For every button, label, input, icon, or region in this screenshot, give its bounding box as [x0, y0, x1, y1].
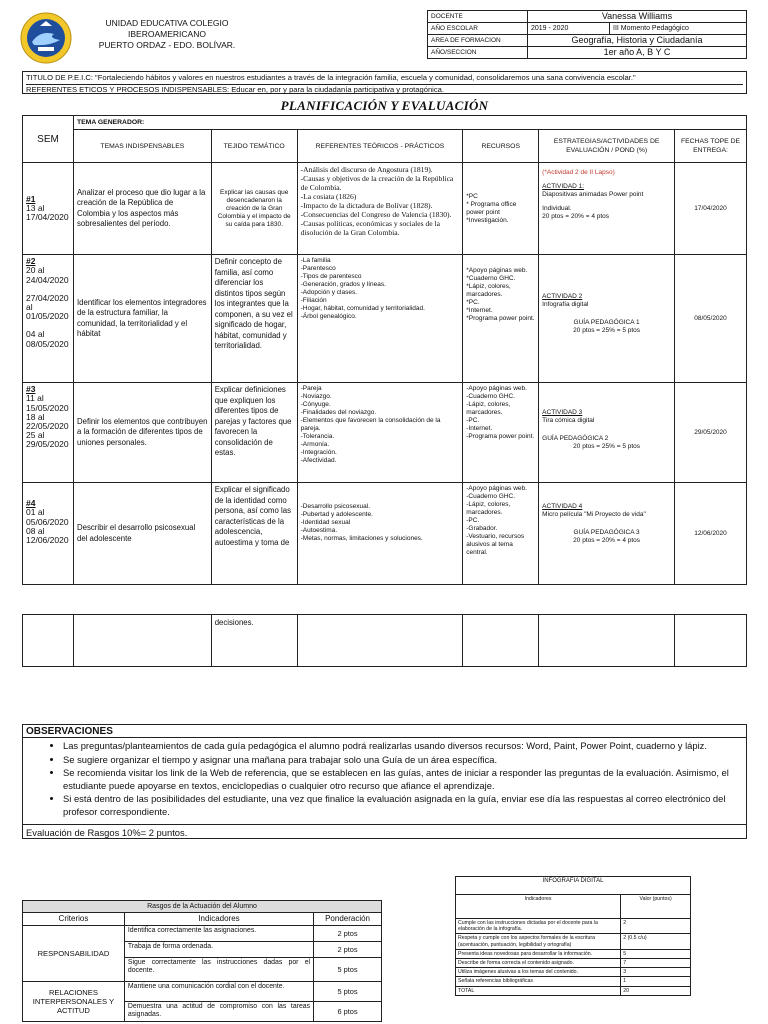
guia-pond: 20 ptos = 20% = 4 ptos — [573, 537, 641, 545]
col-referentes: REFERENTES TEÓRICOS - PRÁCTICOS — [297, 130, 463, 163]
guia-label: GUÍA PEDAGÓGICA 2 — [542, 435, 609, 443]
recurso-item: -Lápiz, colores, marcadores. — [466, 501, 511, 517]
col-tejido: TEJIDO TEMÁTICO — [211, 130, 297, 163]
rasgos-col-criterios: Criterios — [23, 913, 125, 926]
table-row — [456, 949, 691, 958]
actividad-label: ACTIVIDAD 4 — [542, 503, 583, 511]
table-row — [456, 977, 691, 986]
referentes-text: Educar en, por y para la ciudadanía participativa y protagónica. — [229, 85, 444, 94]
actividad-desc: Micro película "Mi Proyecto de vida" — [542, 511, 646, 519]
referente-item: -Causas y objetivos de la creación de la República de Colombia. — [300, 174, 454, 193]
rasgos-caption: Rasgos de la Actuación del Alumno — [23, 901, 382, 913]
info-value-area: Geografía, Historia y Ciudadanía — [528, 35, 747, 47]
infografia-title: INFOGRAFIA DIGITAL — [456, 877, 691, 895]
referente-item: -Identidad sexual — [300, 519, 351, 527]
indicador-cell: Demuestra una actitud de compromiso con las tareas asignadas. — [124, 1002, 313, 1022]
table-row — [23, 383, 747, 483]
rasgos-table — [22, 900, 382, 1022]
table-row — [456, 934, 691, 949]
tema-cell: Describir el desarrollo psicosexual del adolescente — [73, 483, 211, 585]
sem-date: 11 al — [26, 393, 44, 404]
recurso-item: -PC. — [466, 517, 480, 525]
table-row — [456, 968, 691, 977]
info-value-docente: Vanessa Williams — [528, 11, 747, 23]
referente-item: -La familia — [300, 257, 331, 265]
infografia-valor: 3 — [621, 968, 691, 977]
recurso-item: -Cuaderno GHC. — [466, 393, 516, 401]
referente-item: -Causas políticas, económicas y sociales de la disolución de la Gran Colombia. — [300, 219, 441, 238]
referentes-label: REFERENTES ETICOS Y PROCESOS INDISPENSABLES: — [26, 85, 230, 94]
sem-date: 25 al — [26, 430, 45, 441]
sem-date: 08 al — [26, 525, 45, 536]
infografia-valor: 7 — [621, 959, 691, 968]
school-line-1: UNIDAD EDUCATIVA COLEGIO — [105, 18, 229, 28]
sem-date: 29/05/2020 — [26, 439, 69, 450]
actividad-desc: Infografía digital — [542, 301, 589, 309]
recurso-item: -Programa power point. — [466, 433, 535, 441]
referente-item: -Pubertad y adolescente. — [300, 511, 373, 519]
recurso-item: -Vestuario, recursos alusivos al tema central. — [466, 533, 525, 557]
recurso-item: -Cuaderno GHC. — [466, 493, 516, 501]
indicador-cell: Mantiene una comunicación cordial con el docente. — [124, 982, 313, 1002]
sem-date: al — [26, 302, 33, 313]
recurso-item: *Lápiz, colores, marcadores. — [466, 283, 511, 299]
guia-pond: 20 ptos = 25% = 5 ptos — [573, 443, 641, 451]
recurso-item: -Apoyo páginas web. — [466, 485, 527, 493]
infografia-indicador: Señala referencias bibliográficas — [456, 977, 621, 986]
tejido-continuation: decisiones. — [211, 615, 297, 667]
referente-item: -Hogar, hábitat, comunidad y territorialidad. — [300, 305, 425, 313]
school-line-2: IBEROAMERICANO — [128, 29, 206, 39]
col-fechas: FECHAS TOPE DE ENTREGA: — [675, 130, 747, 163]
estrategias-cell — [539, 383, 675, 483]
info-label-docente: DOCENTE — [428, 11, 528, 23]
observaciones-box — [22, 724, 747, 839]
recursos-cell — [463, 483, 539, 585]
sem-date: 01 al — [26, 507, 45, 518]
tejido-cell: Explicar las causas que desencadenaron la creación de la Gran Colombia y el impacto de su caída para 1830. — [211, 163, 297, 255]
actividad-label: ACTIVIDAD 1: — [542, 183, 585, 191]
actividad-label: ACTIVIDAD 2 — [542, 293, 583, 301]
infografia-indicador: Cumple con las instrucciones dictadas por el docente para la elaboración de la infografía. — [456, 919, 621, 934]
infografia-valor: 20 — [621, 986, 691, 995]
sem-cell — [23, 383, 74, 483]
table-row — [23, 926, 382, 942]
sem-cell — [23, 255, 74, 383]
estrategias-cell — [539, 255, 675, 383]
sem-date: 24/04/2020 — [26, 274, 69, 285]
criterio-cell: RELACIONES INTERPERSONALES Y ACTITUD — [23, 982, 125, 1022]
recurso-item: -PC. — [466, 417, 480, 425]
fecha-cell: 17/04/2020 — [675, 163, 747, 255]
indicador-cell: Identifica correctamente las asignaciones. — [124, 926, 313, 942]
infografia-col-indicadores: Indicadores — [456, 895, 621, 919]
referente-item: -La cosiata (1826) — [300, 192, 357, 202]
referentes-cell — [297, 255, 463, 383]
actividad-extra: Individual. — [542, 205, 572, 213]
sem-date: 12/06/2020 — [26, 535, 69, 546]
table-row — [456, 919, 691, 934]
ponderacion-cell: 2 ptos — [314, 942, 382, 958]
recurso-item: -Lápiz, colores, marcadores. — [466, 401, 511, 417]
referente-item: -Tolerancia. — [300, 433, 335, 441]
list-item: • Si está dentro de las posibilidades del estudiante, una vez que finalice la evaluación asignada en la guía, enviar ese día las respuestas al correo electrónico del profesor correspondiente. — [63, 793, 740, 818]
school-line-3: PUERTO ORDAZ - EDO. BOLÍVAR. — [98, 40, 236, 50]
table-row — [23, 163, 747, 255]
planning-table — [22, 115, 747, 585]
infografia-valor: 2 (0.5 c/u) — [621, 934, 691, 949]
teacher-info-table — [427, 10, 747, 59]
infografia-indicador: TOTAL — [456, 986, 621, 995]
referente-item: -Integración. — [300, 449, 337, 457]
ponderacion-cell: 5 ptos — [314, 958, 382, 982]
info-label-seccion: AÑO/SECCION — [428, 47, 528, 59]
tejido-cell: Explicar definiciones que expliquen los diferentes tipos de parejas y factores que favorecen la consolidación de estas. — [211, 383, 297, 483]
referente-item: -Elementos que favorecen la consolidación de la pareja. — [300, 417, 441, 433]
recurso-item: *Apoyo páginas web. — [466, 267, 528, 275]
infografia-table — [455, 876, 691, 996]
info-label-area: AREA DE FORMACION — [428, 35, 528, 47]
sem-date: 04 al — [26, 329, 45, 340]
sem-date: 05/06/2020 — [26, 516, 69, 527]
observaciones-list — [23, 738, 746, 824]
infografia-valor: 1 — [621, 977, 691, 986]
recurso-item: -Apoyo páginas web. — [466, 385, 527, 393]
table-row — [23, 483, 747, 585]
referente-item: -Adopción y clases. — [300, 289, 358, 297]
indicador-cell: Trabaja de forma ordenada. — [124, 942, 313, 958]
referente-item: -Análisis del discurso de Angostura (1819). — [300, 165, 433, 175]
infografia-col-valor: Valor (puntos) — [621, 895, 691, 919]
tema-cell: Analizar el proceso que dio lugar a la creación de la República de Colombia y los aspectos más sobresalientes del período. — [73, 163, 211, 255]
recurso-item: *PC. — [466, 299, 480, 307]
referente-item: -Tipos de parentesco — [300, 273, 362, 281]
list-item: • Se sugiere organizar el tiempo y asignar una mañana para trabajar solo una Guía de un área específica. — [63, 754, 740, 767]
infografia-valor: 2 — [621, 919, 691, 934]
guia-pond: 20 ptos = 25% = 5 ptos — [573, 327, 641, 335]
ponderacion-cell: 2 ptos — [314, 926, 382, 942]
referente-item: -Afectividad. — [300, 457, 337, 465]
sem-header: SEM — [23, 116, 74, 163]
tejido-cell: Definir concepto de familia, así como diferenciar los distintos tipos según los integrantes que la componen, a su vez el significado de hogar, hábitat, comunidad y territorialidad. — [211, 255, 297, 383]
sem-date: 17/04/2020 — [26, 212, 69, 223]
infografia-indicador: Presenta ideas novedosas para desarrollar la información. — [456, 949, 621, 958]
guia-label: GUÍA PEDAGÓGICA 3 — [573, 529, 640, 537]
infografia-indicador: Utiliza imágenes alusivas a los temas del contenido. — [456, 968, 621, 977]
referente-item: -Parentesco — [300, 265, 336, 273]
referente-item: -Consecuencias del Congreso de Valencia (1830). — [300, 210, 452, 220]
recurso-item: -Grabador. — [466, 525, 498, 533]
evaluacion-rasgos: Evaluación de Rasgos 10%= 2 puntos. — [23, 824, 746, 838]
criterio-cell: RESPONSABILIDAD — [23, 926, 125, 982]
sem-number: #3 — [26, 384, 36, 395]
list-item: • Se recomienda visitar los link de la Web de referencia, que se establecen en las guías, antes de iniciar a responder las preguntas de la evaluación. Asimismo, el estudiante puede apoyarse en textos, enciclopedias o cualquier otro recurso que afiance el aprendizaje. — [63, 767, 740, 792]
sem-cell — [23, 483, 74, 585]
table-row — [456, 986, 691, 995]
rasgos-col-ponderacion: Ponderación — [314, 913, 382, 926]
referente-item: -Cónyuge. — [300, 401, 331, 409]
sem-date: 20 al — [26, 265, 45, 276]
school-name — [72, 18, 262, 51]
referentes-cell — [297, 483, 463, 585]
referente-item: -Impacto de la dictadura de Bolívar (1828). — [300, 201, 433, 211]
guia-label: GUÍA PEDAGÓGICA 1 — [573, 319, 640, 327]
ponderacion-cell: 6 ptos — [314, 1002, 382, 1022]
continuation-table — [22, 614, 747, 667]
recurso-item: *Cuaderno GHC. — [466, 275, 516, 283]
sem-date: 13 al — [26, 203, 45, 214]
infografia-valor: 5 — [621, 949, 691, 958]
actividad-desc: Tira cómica digital — [542, 417, 595, 425]
infografia-indicador: Describe de forma correcta el contenido asignado. — [456, 959, 621, 968]
ponderacion-cell: 5 ptos — [314, 982, 382, 1002]
sem-date: 18 al — [26, 411, 45, 422]
recurso-item: *Internet. — [466, 307, 493, 315]
referentes-line — [26, 84, 743, 95]
referente-item: -Noviazgo. — [300, 393, 332, 401]
sem-date: 08/05/2020 — [26, 338, 69, 349]
recurso-item: * Programa office power point — [466, 200, 517, 216]
sem-date: 27/04/2020 — [26, 292, 69, 303]
tema-cell: Identificar los elementos integradores de la estructura familiar, la comunidad, la territorialidad y el hábitat — [73, 255, 211, 383]
tejido-cell: Explicar el significado de la identidad como persona, así como las características de la adolescencia, autoestima y toma de — [211, 483, 297, 585]
peic-block — [22, 71, 747, 94]
table-row — [23, 982, 382, 1002]
referente-item: -Generación, grados y líneas. — [300, 281, 386, 289]
actividad-desc: Diapositivas animadas Power point — [542, 191, 644, 199]
sem-number: #4 — [26, 498, 36, 509]
info-label-anio-escolar: AÑO ESCOLAR — [428, 23, 528, 35]
recursos-cell — [463, 383, 539, 483]
referentes-cell — [297, 383, 463, 483]
info-value-anio-escolar: 2019 - 2020 — [528, 23, 610, 35]
school-logo — [20, 12, 72, 64]
observaciones-title: OBSERVACIONES — [23, 725, 746, 738]
sem-number: #1 — [26, 193, 36, 204]
referente-item: -Finalidades del noviazgo. — [300, 409, 377, 417]
plan-title: PLANIFICACIÓN Y EVALUACIÓN — [280, 98, 489, 113]
referente-item: -Armonía. — [300, 441, 330, 449]
sem-cell — [23, 163, 74, 255]
table-row — [23, 615, 747, 667]
referentes-cell — [297, 163, 463, 255]
tema-cell: Definir los elementos que contribuyen a la formación de diferentes tipos de uniones personales. — [73, 383, 211, 483]
info-value-momento: III Momento Pedagógico — [610, 23, 747, 35]
estrategias-cell — [539, 163, 675, 255]
col-estrategias: ESTRATEGIAS/ACTIVIDADES DE EVALUACIÓN / POND (%) — [539, 130, 675, 163]
recurso-item: *Investigación. — [466, 216, 509, 224]
referente-item: -Pareja — [300, 385, 322, 393]
table-row — [23, 255, 747, 383]
recurso-item: -Internet. — [466, 425, 493, 433]
list-item: • Las preguntas/planteamientos de cada guía pedagógica el alumno podrá realizarlas usando diversos recursos: Word, Paint, Power Point, cuaderno y lápiz. — [63, 740, 740, 753]
rasgos-col-indicadores: Indicadores — [124, 913, 313, 926]
referente-item: -Metas, normas, limitaciones y soluciones. — [300, 535, 423, 543]
info-value-seccion: 1er año A, B Y C — [528, 47, 747, 59]
referente-item: -Árbol genealógico. — [300, 313, 357, 321]
sem-date: 01/05/2020 — [26, 311, 69, 322]
sem-number: #2 — [26, 256, 36, 267]
col-temas: TEMAS INDISPENSABLES — [73, 130, 211, 163]
actividad-label: ACTIVIDAD 3 — [542, 409, 583, 417]
referente-item: -Autoestima. — [300, 527, 338, 535]
actividad-pond: 20 ptos = 20% = 4 ptos — [542, 213, 610, 221]
recursos-cell — [463, 255, 539, 383]
fecha-cell: 08/05/2020 — [675, 255, 747, 383]
col-recursos: RECURSOS — [463, 130, 539, 163]
sem-date: 15/05/2020 — [26, 402, 69, 413]
fecha-cell: 29/05/2020 — [675, 383, 747, 483]
infografia-indicador: Respeta y cumple con los aspectos formales de la escritura (acentuación, puntuación, legibilidad y ortografía) — [456, 934, 621, 949]
tema-generador: TEMA GENERADOR: — [73, 116, 746, 130]
fecha-cell: 12/06/2020 — [675, 483, 747, 585]
recursos-cell — [463, 163, 539, 255]
peic-title: TITULO DE P.E.I.C: "Fortaleciendo hábitos y valores en nuestros estudiantes a través de la integración familia, escuela y comunidad, consolidaremos una sana convivencia escolar." — [26, 73, 636, 82]
lapso-note: (*Actividad 2 de II Lapso) — [542, 169, 615, 177]
indicador-cell: Sigue correctamente las instrucciones dadas por el docente. — [124, 958, 313, 982]
estrategias-cell — [539, 483, 675, 585]
table-row — [456, 959, 691, 968]
referente-item: -Desarrollo psicosexual. — [300, 503, 371, 511]
sem-date: 22/05/2020 — [26, 421, 69, 432]
recurso-item: *PC — [466, 192, 478, 200]
recurso-item: *Programa power point. — [466, 315, 535, 323]
referente-item: -Filiación — [300, 297, 327, 305]
